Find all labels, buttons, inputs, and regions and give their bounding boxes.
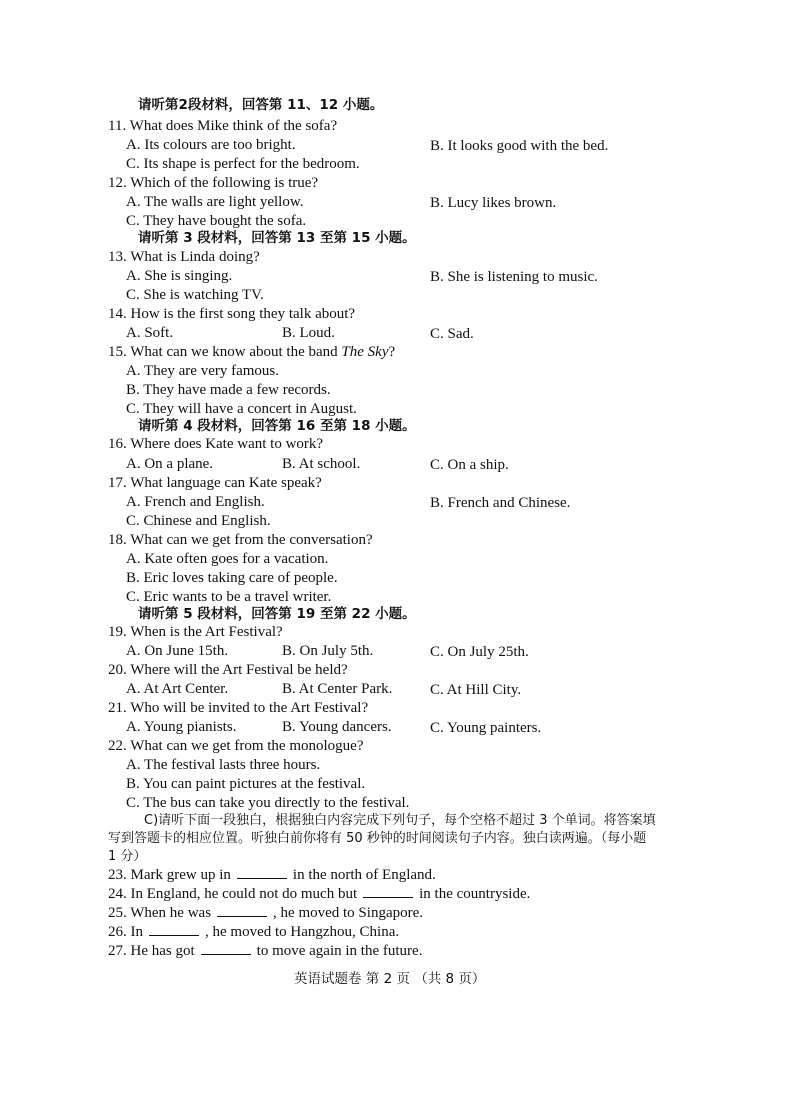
- question-16-option-c: C. On a ship.: [430, 457, 509, 473]
- question-17-option-b: B. French and Chinese.: [430, 495, 571, 511]
- question-19-option-b: B. On July 5th.: [282, 643, 374, 659]
- question-22-option-b: B. You can paint pictures at the festival.: [126, 776, 366, 792]
- question-12-option-b: B. Lucy likes brown.: [430, 195, 557, 211]
- question-24-text-end: in the countryside.: [419, 886, 531, 902]
- question-23: [108, 865, 436, 884]
- question-20-option-b: B. At Center Park.: [282, 681, 393, 697]
- question-12-option-c: C. They have bought the sofa.: [126, 213, 307, 229]
- question-11-stem: 11. What does Mike think of the sofa?: [108, 118, 338, 134]
- question-11-option-a: A. Its colours are too bright.: [126, 137, 296, 153]
- question-15-option-a: A. They are very famous.: [126, 363, 280, 379]
- question-26: [108, 922, 399, 941]
- band-name: The Sky: [341, 344, 389, 360]
- question-12-stem: 12. Which of the following is true?: [108, 175, 319, 191]
- question-20-option-a: A. At Art Center.: [126, 681, 229, 697]
- question-27-text-end: to move again in the future.: [256, 943, 423, 959]
- section-5-instruction: 请听第 5 段材料，回答第 19 至第 22 小题。: [138, 606, 416, 622]
- question-27-text: 27. He has got: [108, 943, 195, 959]
- question-26-text: 26. In: [108, 924, 143, 940]
- question-17-option-a: A. French and English.: [126, 494, 265, 510]
- question-17-option-c: C. Chinese and English.: [126, 513, 271, 529]
- question-15-stem: [108, 343, 395, 362]
- part-c-instruction-line2: 写到答题卡的相应位置。听独白前你将有 50 秒钟的时间阅读句子内容。独白读两遍。（每小题: [108, 831, 647, 846]
- question-15-stem-text: 15. What can we know about the band: [108, 344, 342, 360]
- section-2-instruction: 请听第2段材料，回答第 11、12 小题。: [138, 97, 384, 113]
- question-21-option-c: C. Young painters.: [430, 720, 542, 736]
- question-19-option-a: A. On June 15th.: [126, 643, 229, 659]
- question-15-option-b: B. They have made a few records.: [126, 382, 331, 398]
- question-12-option-a: A. The walls are light yellow.: [126, 194, 304, 210]
- question-24-text: 24. In England, he could not do much but: [108, 886, 358, 902]
- question-18-option-a: A. Kate often goes for a vacation.: [126, 551, 329, 567]
- question-19-stem: 19. When is the Art Festival?: [108, 624, 283, 640]
- question-20-stem: 20. Where will the Art Festival be held?: [108, 662, 348, 678]
- question-21-stem: 21. Who will be invited to the Art Festival?: [108, 700, 369, 716]
- question-20-option-c: C. At Hill City.: [430, 682, 522, 698]
- question-21-option-a: A. Young pianists.: [126, 719, 237, 735]
- answer-blank-27: [201, 941, 251, 955]
- question-14-stem: 14. How is the first song they talk about?: [108, 306, 356, 322]
- question-25: [108, 903, 423, 922]
- section-4-instruction: 请听第 4 段材料，回答第 16 至第 18 小题。: [138, 418, 416, 434]
- question-13-stem: 13. What is Linda doing?: [108, 249, 260, 265]
- question-22-option-a: A. The festival lasts three hours.: [126, 757, 321, 773]
- question-13-option-b: B. She is listening to music.: [430, 269, 598, 285]
- question-23-text: 23. Mark grew up in: [108, 867, 231, 883]
- question-26-text-end: , he moved to Hangzhou, China.: [205, 924, 400, 940]
- question-22-stem: 22. What can we get from the monologue?: [108, 738, 364, 754]
- question-17-stem: 17. What language can Kate speak?: [108, 475, 322, 491]
- page-footer: 英语试题卷 第 2 页 （共 8 页）: [294, 971, 486, 987]
- question-16-option-b: B. At school.: [282, 456, 361, 472]
- question-15-option-c: C. They will have a concert in August.: [126, 401, 357, 417]
- question-14-option-c: C. Sad.: [430, 326, 474, 342]
- question-15-stem-mark: ?: [388, 344, 396, 360]
- part-c-instruction-line3: 1 分）: [108, 849, 147, 864]
- question-18-option-c: C. Eric wants to be a travel writer.: [126, 589, 332, 605]
- question-18-stem: 18. What can we get from the conversation?: [108, 532, 373, 548]
- question-25-text-end: , he moved to Singapore.: [273, 905, 424, 921]
- question-13-option-a: A. She is singing.: [126, 268, 233, 284]
- question-16-stem: 16. Where does Kate want to work?: [108, 436, 324, 452]
- question-11-option-c: C. Its shape is perfect for the bedroom.: [126, 156, 360, 172]
- answer-blank-26: [149, 922, 199, 936]
- question-14-option-a: A. Soft.: [126, 325, 174, 341]
- answer-blank-23: [237, 865, 287, 879]
- question-18-option-b: B. Eric loves taking care of people.: [126, 570, 338, 586]
- part-c-instruction-line1: C)请听下面一段独白，根据独白内容完成下列句子，每个空格不超过 3 个单词。将答案填: [144, 813, 656, 828]
- section-3-instruction: 请听第 3 段材料，回答第 13 至第 15 小题。: [138, 230, 416, 246]
- question-14-option-b: B. Loud.: [282, 325, 335, 341]
- question-16-option-a: A. On a plane.: [126, 456, 214, 472]
- question-21-option-b: B. Young dancers.: [282, 719, 392, 735]
- question-13-option-c: C. She is watching TV.: [126, 287, 264, 303]
- answer-blank-25: [217, 903, 267, 917]
- question-27: [108, 941, 422, 960]
- question-19-option-c: C. On July 25th.: [430, 644, 529, 660]
- question-23-text-end: in the north of England.: [292, 867, 436, 883]
- question-24: [108, 884, 530, 903]
- question-22-option-c: C. The bus can take you directly to the festival.: [126, 795, 410, 811]
- question-25-text: 25. When he was: [108, 905, 212, 921]
- answer-blank-24: [363, 884, 413, 898]
- question-11-option-b: B. It looks good with the bed.: [430, 138, 609, 154]
